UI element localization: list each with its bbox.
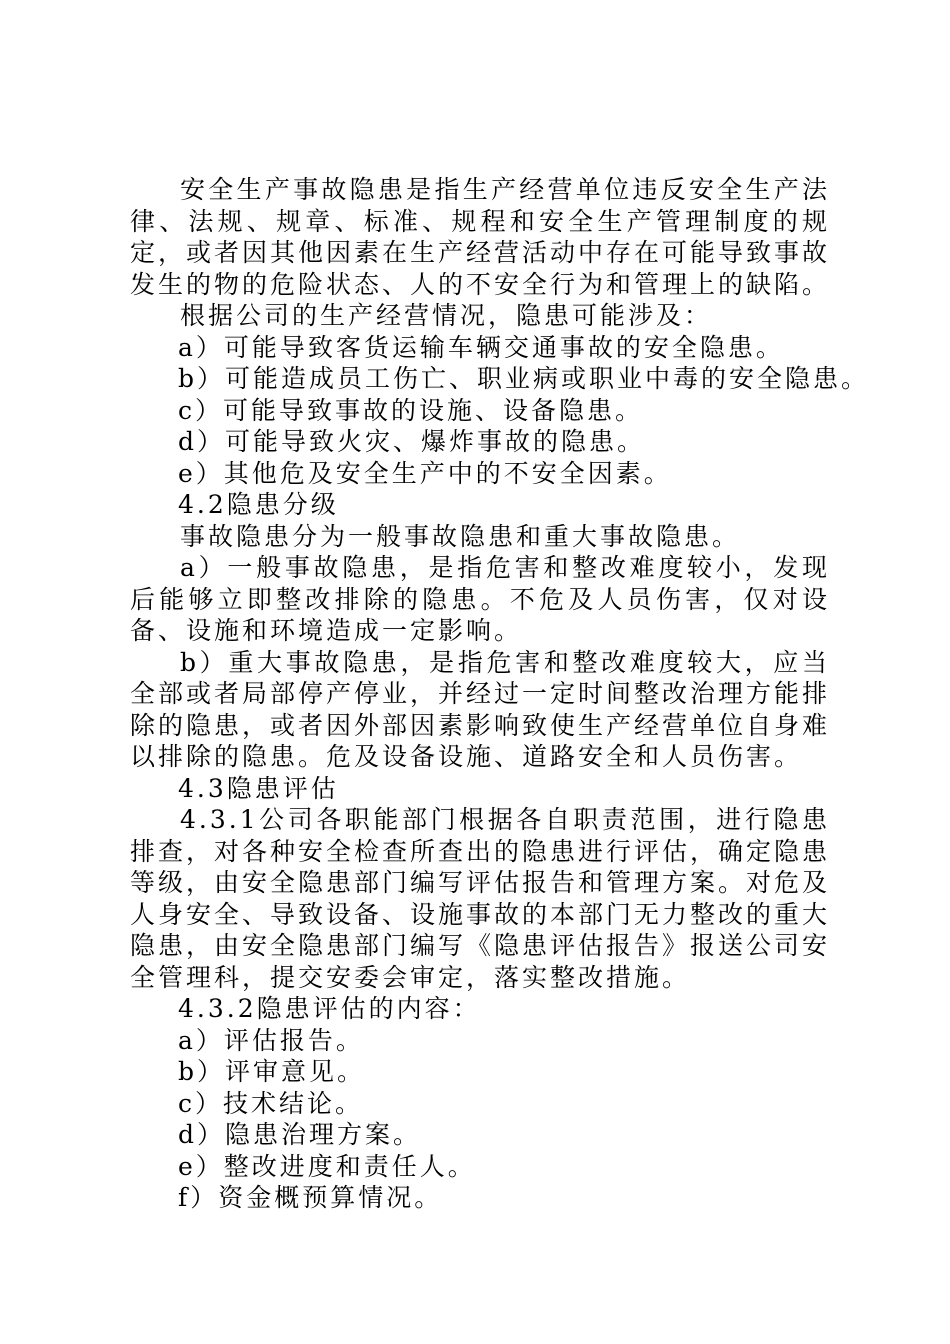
section-heading-4-3: 4.3隐患评估 [178,773,339,803]
list-item: c）可能导致事故的设施、设备隐患。 [178,395,644,425]
list-item: a）评估报告。 [178,1025,364,1055]
list-item: f）资金概预算情况。 [178,1183,443,1212]
paragraph-scope-intro: 根据公司的生产经营情况，隐患可能涉及： [180,301,713,330]
paragraph-major-hazard: b）重大事故隐患，是指危害和整改难度较大，应当全部或者局部停产停业，并经过一定时间整改治理方能排除的隐患，或者因外部因素影响致使生产经营单位自身难以排除的隐患。危及设备设施、道路安全和人员伤害。 [130,647,831,771]
paragraph-general-hazard: a）一般事故隐患，是指危害和整改难度较小，发现后能够立即整改排除的隐患。不危及人员伤害，仅对设备、设施和环境造成一定影响。 [130,553,830,645]
section-heading-4-2: 4.2隐患分级 [178,490,339,519]
list-item: e）其他危及安全生产中的不安全因素。 [178,458,672,488]
list-item: b）可能造成员工伤亡、职业病或职业中毒的安全隐患。 [178,364,870,393]
list-item: b）评审意见。 [178,1057,366,1086]
paragraph-assessment: 4.3.1公司各职能部门根据各自职责范围，进行隐患排查，对各种安全检查所查出的隐患进行评估，确定隐患等级，由安全隐患部门编写评估报告和管理方案。对危及人身安全、导致设备、设施事故的本部门无力整改的重大隐患，由安全隐患部门编写《隐患评估报告》报送公司安全管理科，提交安委会审定，落实整改措施。 [130,805,831,992]
list-item: e）整改进度和责任人。 [178,1151,476,1181]
paragraph-classification: 事故隐患分为一般事故隐患和重大事故隐患。 [180,521,741,551]
list-item: d）隐患治理方案。 [178,1120,422,1149]
list-item: a）可能导致客货运输车辆交通事故的安全隐患。 [178,332,784,362]
list-item: d）可能导致火灾、爆炸事故的隐患。 [178,427,646,456]
list-item: c）技术结论。 [178,1088,364,1118]
paragraph-definition: 安全生产事故隐患是指生产经营单位违反安全生产法律、法规、规章、标准、规程和安全生产管理制度的规定，或者因其他因素在生产经营活动中存在可能导致事故发生的物的危险状态、人的不安全行为和管理上的缺陷。 [130,175,831,299]
document-body [130,174,870,1214]
section-heading-4-3-2: 4.3.2隐患评估的内容： [178,994,481,1023]
